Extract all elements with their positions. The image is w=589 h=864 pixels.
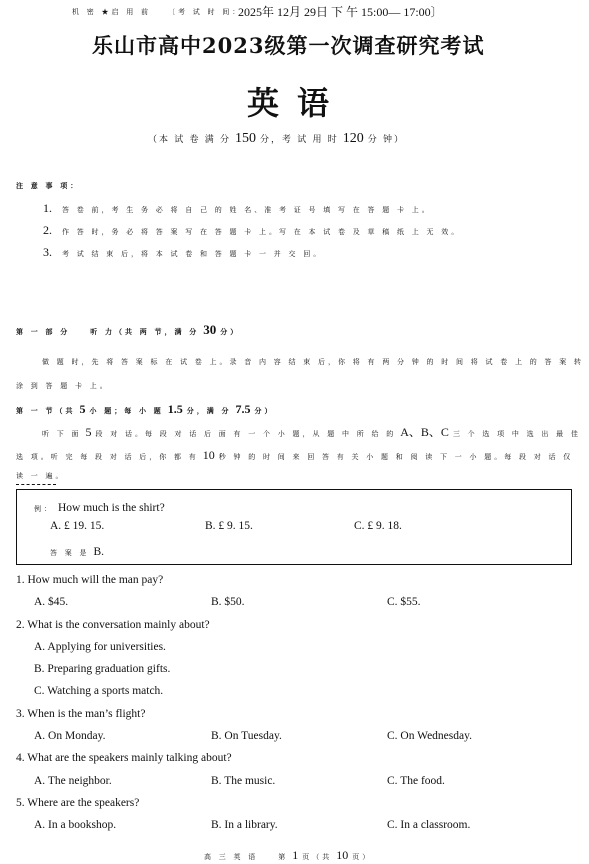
q1-option-b[interactable]: B. $50. <box>211 596 245 608</box>
note-item <box>43 243 323 261</box>
example-label: 例： <box>34 505 54 513</box>
part1-heading <box>16 321 240 339</box>
section1-heading-a: 第 一 节（共 <box>16 407 76 415</box>
divider <box>16 484 56 485</box>
note-number: 1. <box>43 201 52 215</box>
exam-title: 乐山市高中2023级第一次调查研究考试 <box>92 33 485 58</box>
q3-option-c[interactable]: C. On Wednesday. <box>387 730 472 742</box>
part1-heading-b: 分） <box>220 328 241 336</box>
section1-heading <box>16 400 275 418</box>
example-question-text: How much is the shirt? <box>58 502 165 514</box>
q2-option-b[interactable]: B. Preparing graduation gifts. <box>34 663 171 675</box>
subject-title: 英语 <box>247 84 348 122</box>
example-option-a: A. £ 19. 15. <box>50 520 105 532</box>
score-note-minutes: 120 <box>342 131 364 146</box>
q5-option-c[interactable]: C. In a classroom. <box>387 819 471 831</box>
q3-option-b[interactable]: B. On Tuesday. <box>211 730 282 742</box>
q4-option-a[interactable]: A. The neighbor. <box>34 775 112 787</box>
instr-text: 听 下 面 <box>42 430 82 438</box>
score-note <box>148 129 405 147</box>
note-text: 考 试 结 束 后，将 本 试 卷 和 答 题 卡 一 并 交 回。 <box>62 250 324 258</box>
question-3: 3. When is the man’s flight? <box>16 708 146 720</box>
q1-option-a[interactable]: A. $45. <box>34 596 69 608</box>
part1-points: 30 <box>203 322 217 337</box>
question-1: 1. How much will the man pay? <box>16 574 164 586</box>
section1-each-points: 1.5 <box>167 402 183 416</box>
note-item <box>43 221 461 239</box>
part1-instruction-line1: 做 题 时，先 将 答 案 标 在 试 卷 上。录 音 内 容 结 束 后，你 将 有 两 分 钟 的 时 间 将 试 卷 上 的 答 案 转 <box>42 358 584 366</box>
q5-option-a[interactable]: A. In a bookshop. <box>34 819 117 831</box>
exam-time-label: 〔考 试 时 间： <box>168 8 243 16</box>
confidential-label: 机 密 ★启 用 前 <box>72 8 151 16</box>
section1-instruction-line3: 读 一 遍。 <box>16 472 66 480</box>
footer-total-pages: 10 <box>336 848 349 862</box>
part1-heading-a: 第 一 部 分 听 力（共 两 节，满 分 <box>16 328 200 336</box>
q4-option-c[interactable]: C. The food. <box>387 775 445 787</box>
section1-count: 5 <box>79 402 86 416</box>
instr-options: A、B、C <box>400 425 449 439</box>
instr-text: 秒 钟 的 时 间 来 回 答 有 关 小 题 和 阅 读 下 一 小 题。每 段 对 话 仅 <box>218 453 574 461</box>
q4-option-b[interactable]: B. The music. <box>211 775 276 787</box>
q1-option-c[interactable]: C. $55. <box>387 596 421 608</box>
exam-time-value: 2025年 12月 29日 下 午 15:00— 17:00〕 <box>238 5 443 19</box>
q2-option-a[interactable]: A. Applying for universities. <box>34 641 166 653</box>
instr-text: 三 个 选 项 中 选 出 最 佳 <box>452 430 581 438</box>
question-2: 2. What is the conversation mainly about? <box>16 619 210 631</box>
note-item <box>43 199 432 217</box>
example-option-b: B. £ 9. 15. <box>205 520 253 532</box>
section1-total-points: 7.5 <box>235 402 251 416</box>
instr-text: 段 对 话。每 段 对 话 后 面 有 一 个 小 题，从 题 中 所 给 的 <box>95 430 397 438</box>
section1-heading-d: 分） <box>254 407 275 415</box>
section1-instruction-line2 <box>16 446 573 464</box>
question-4: 4. What are the speakers mainly talking about? <box>16 752 232 764</box>
instr-text: 选 项。听 完 每 段 对 话 后，你 都 有 <box>16 453 199 461</box>
score-note-a: （本 试 卷 满 分 <box>148 134 232 144</box>
score-note-score: 150 <box>235 131 257 146</box>
footer-text: 高 三 英 语 第 <box>204 853 289 861</box>
example-answer-value: B. <box>93 546 105 558</box>
section1-instruction-line1 <box>42 423 581 441</box>
footer-text: 页（共 <box>302 853 333 861</box>
part1-instruction-line2: 涂 到 答 题 卡 上。 <box>16 382 110 390</box>
example-option-c: C. £ 9. 18. <box>354 520 402 532</box>
example-question <box>34 498 165 516</box>
note-text: 作 答 时，务 必 将 答 案 写 在 答 题 卡 上。写 在 本 试 卷 及 草 稿 纸 上 无 效。 <box>62 228 462 236</box>
page-footer <box>204 846 372 864</box>
q5-option-b[interactable]: B. In a library. <box>211 819 278 831</box>
question-5: 5. Where are the speakers? <box>16 797 140 809</box>
note-number: 2. <box>43 223 52 237</box>
score-note-b: 分，考 试 用 时 <box>260 134 339 144</box>
section1-heading-c: 分，满 分 <box>186 407 232 415</box>
score-note-c: 分 钟） <box>367 134 406 144</box>
q3-option-a[interactable]: A. On Monday. <box>34 730 106 742</box>
notes-heading: 注 意 事 项： <box>16 182 81 190</box>
section1-heading-b: 小 题；每 小 题 <box>89 407 164 415</box>
instr-number: 10 <box>202 448 215 462</box>
note-text: 答 卷 前，考 生 务 必 将 自 己 的 姓 名、准 考 证 号 填 写 在 答 题 卡 上。 <box>62 206 432 214</box>
note-number: 3. <box>43 245 52 259</box>
footer-page-number: 1 <box>292 848 299 862</box>
q2-option-c[interactable]: C. Watching a sports match. <box>34 685 164 697</box>
example-answer <box>50 542 104 560</box>
instr-number: 5 <box>85 425 92 439</box>
example-answer-label: 答 案 是 <box>50 549 90 557</box>
footer-text: 页） <box>352 853 373 861</box>
